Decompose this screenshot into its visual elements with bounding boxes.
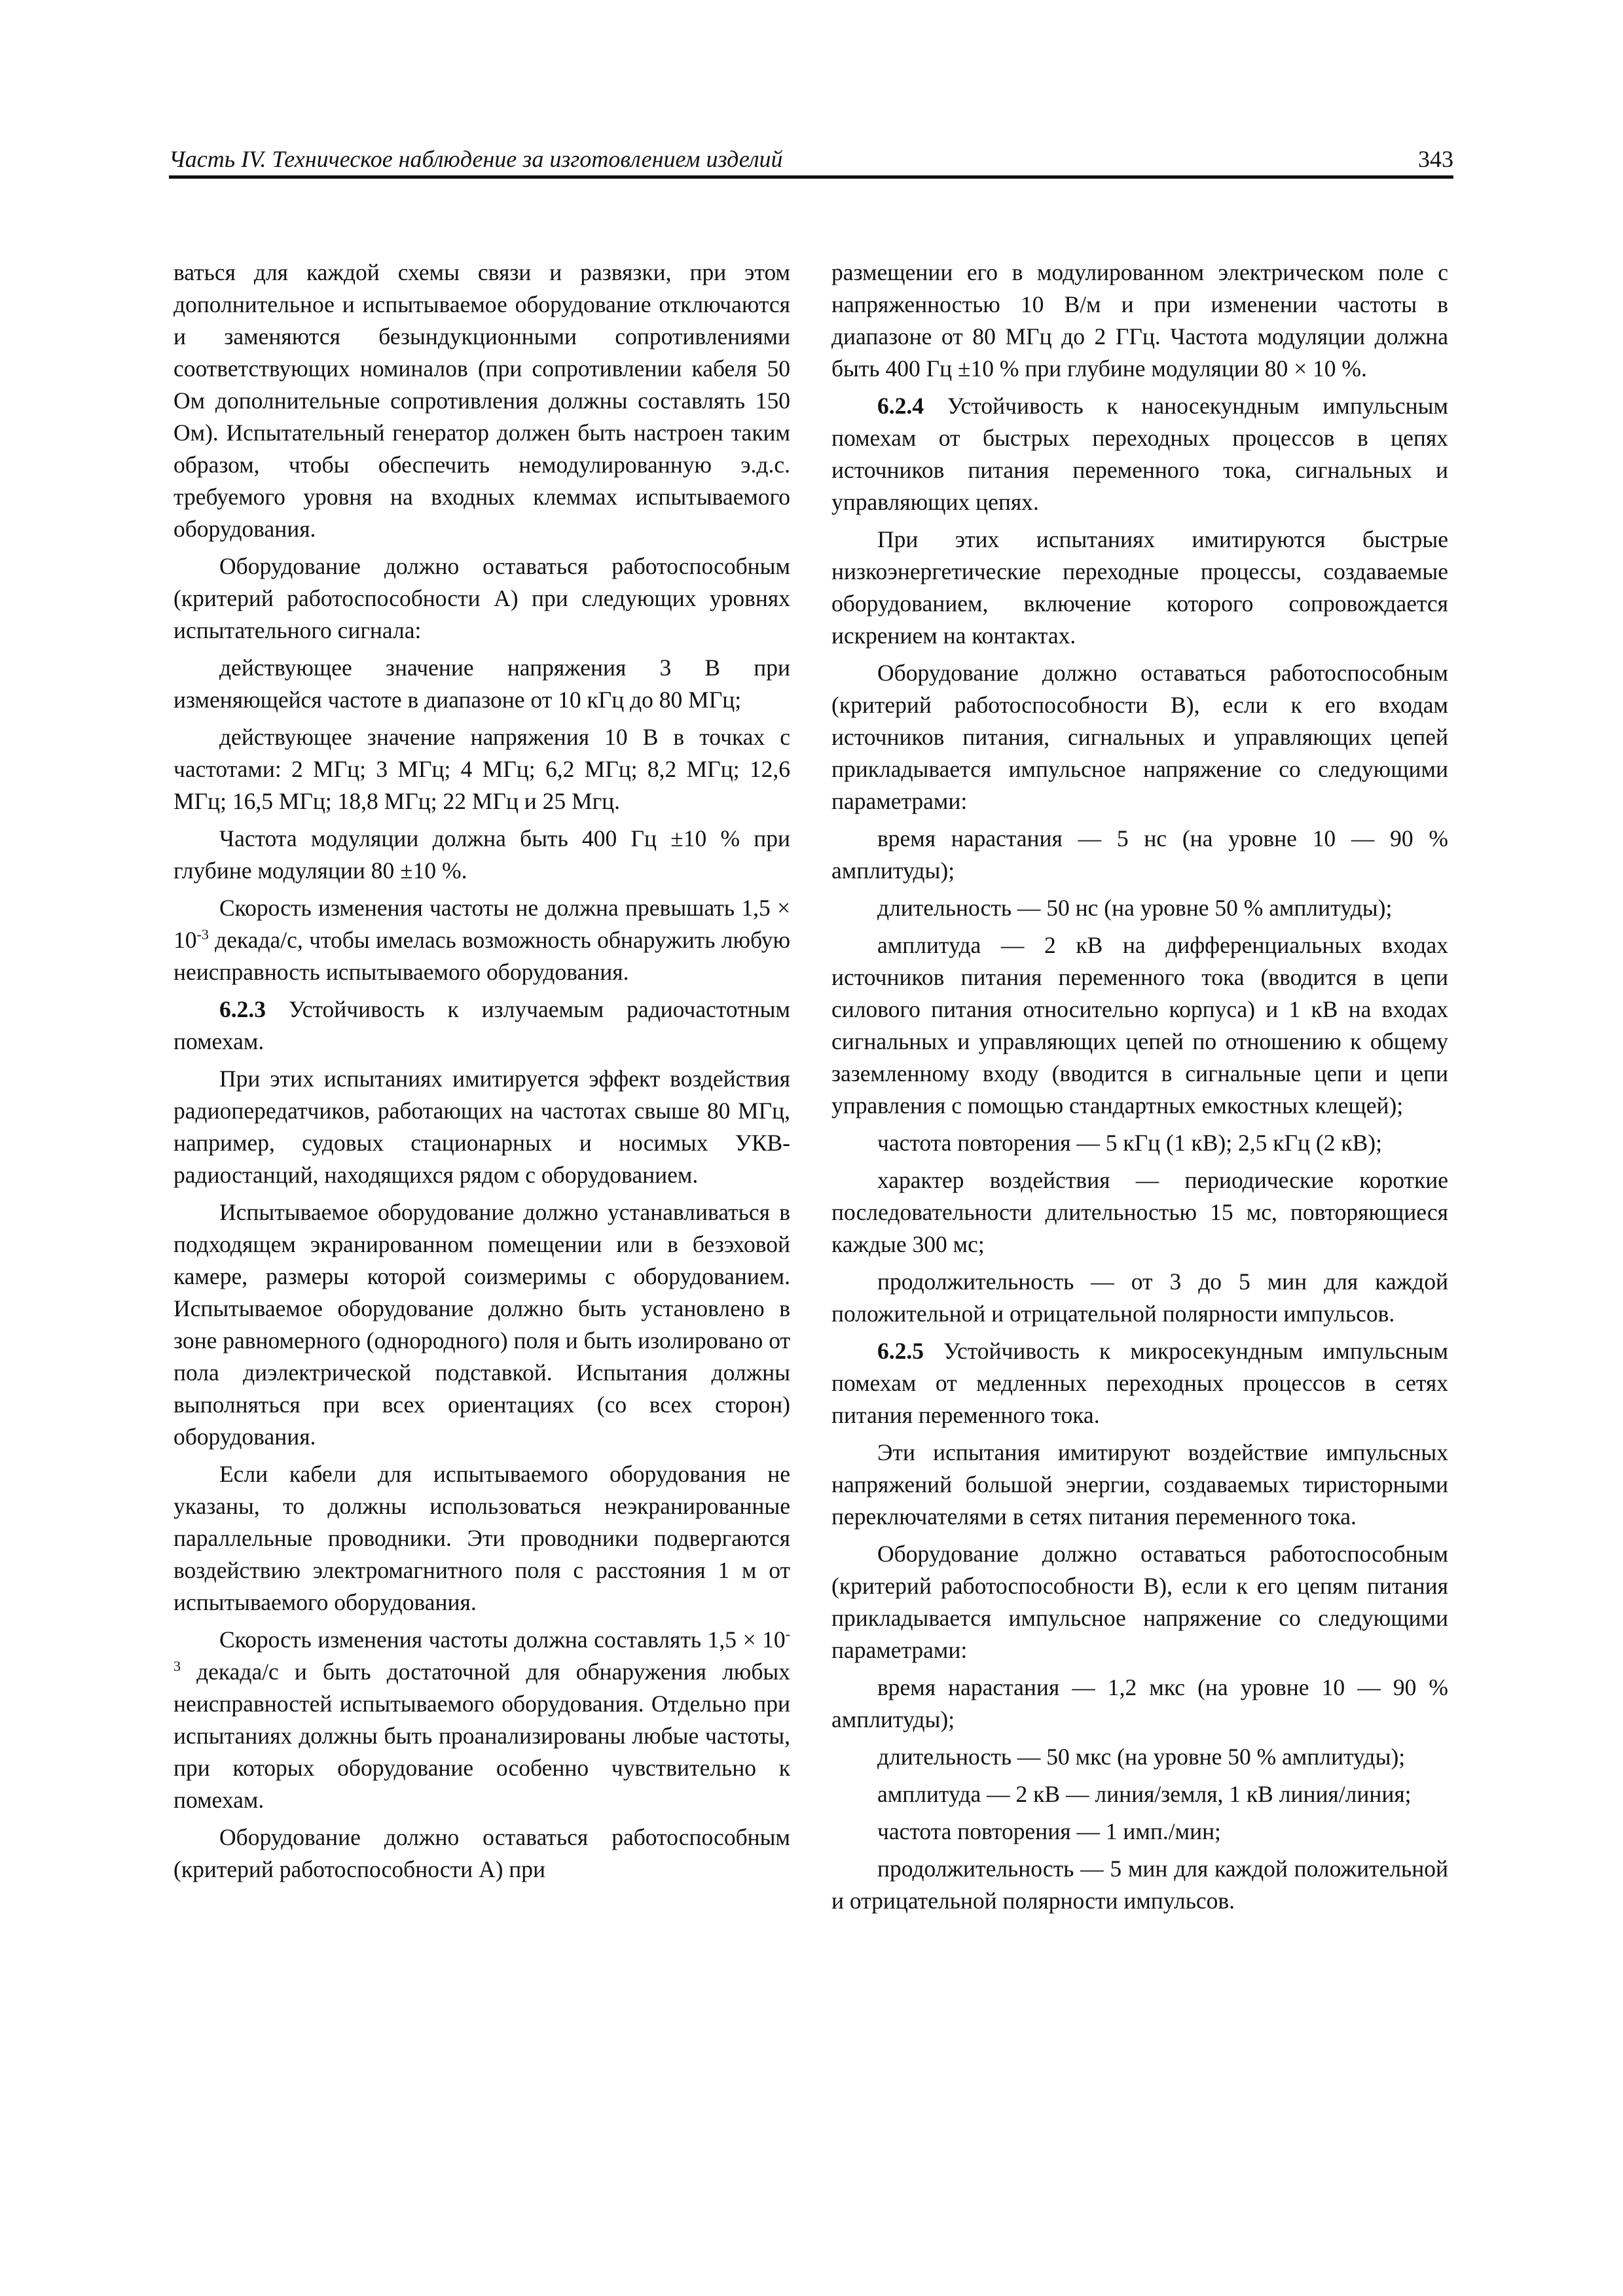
paragraph: амплитуда — 2 кВ — линия/земля, 1 кВ линия/линия; [877,1781,1412,1807]
paragraph [831,1335,1448,1431]
paragraph [831,390,1448,518]
text-run: декада/с, чтобы имелась возможность обнаружить любую неисправность испытываемого оборудования. [173,927,790,985]
paragraph: длительность — 50 мкс (на уровне 50 % амплитуды); [877,1744,1406,1770]
paragraph: действующее значение напряжения 10 В в точках с частотами: 2 МГц; 3 МГц; 4 МГц; 6,2 МГц; 8,2 МГц; 12,6 МГц; 16,5 МГц; 18,8 МГц; 22 МГц и 25 Мгц. [173,724,790,814]
text-run: Скорость изменения частоты должна составлять 1,5 × 10 [219,1626,786,1653]
paragraph [173,994,790,1058]
left-column [173,257,790,1891]
paragraph: частота повторения — 5 кГц (1 кВ); 2,5 кГц (2 кВ); [877,1130,1382,1156]
paragraph: Оборудование должно оставаться работоспособным (критерий работоспособности В), если к его входам источников питания, сигнальных и управляющих цепей прикладывается импульсное напряжение со следующими параметрами: [831,660,1448,814]
section-number: 6.2.3 [219,996,266,1022]
paragraph: Испытываемое оборудование должно устанавливаться в подходящем экранированном помещении или в безэховой камере, размеры которой соизмеримы с оборудованием. Испытываемое оборудование должно быть установлено в зоне равномерного (однородного) поля и быть изолировано от пола диэлектрической подставкой. Испытания должны выполняться при всех ориентациях (со всех сторон) оборудования. [173,1199,790,1450]
section-number: 6.2.4 [877,393,924,419]
page-number: 343 [1418,146,1453,172]
paragraph: длительность — 50 нс (на уровне 50 % амплитуды); [877,895,1393,921]
paragraph: время нарастания — 5 нс (на уровне 10 — 90 % амплитуды); [831,825,1448,884]
paragraph: амплитуда — 2 кВ на дифференциальных входах источников питания переменного тока (вводится в цепи силового питания относительно корпуса) и 1 кВ на входах сигнальных и управляющих цепей по отношению к общему заземленному входу (вводится в сигнальные цепи и цепи управления с помощью стандартных емкостных клещей); [831,932,1448,1119]
superscript: -3 [196,926,209,943]
paragraph: Оборудование должно оставаться работоспособным (критерий работоспособности А) при следующих уровнях испытательного сигнала: [173,553,790,643]
paragraph: продолжительность — 5 мин для каждой положительной и отрицательной полярности импульсов. [831,1856,1448,1914]
paragraph: При этих испытаниях имитируются быстрые низкоэнергетические переходные процессы, создаваемые оборудованием, включение которого сопровождается искрением на контактах. [831,526,1448,649]
section-title: Устойчивость к микросекундным импульсным помехам от медленных переходных процессов в сетях питания переменного тока. [831,1338,1448,1428]
section-number: 6.2.5 [877,1338,924,1364]
paragraph: действующее значение напряжения 3 В при изменяющейся частоте в диапазоне от 10 кГц до 80 МГц; [173,655,790,713]
paragraph: Частота модуляции должна быть 400 Гц ±10 % при глубине модуляции 80 ±10 %. [173,825,790,884]
paragraph: размещении его в модулированном электрическом поле с напряженностью 10 В/м и при изменении частоты в диапазоне от 80 МГц до 2 ГГц. Частота модуляции должна быть 400 Гц ±10 % при глубине модуляции 80 × 10 %. [831,259,1448,382]
paragraph: характер воздействия — периодические короткие последовательности длительностью 15 мс, повторяющиеся каждые 300 мс; [831,1167,1448,1257]
superscript: -3 [173,1626,790,1675]
paragraph: Оборудование должно оставаться работоспособным (критерий работоспособности А) при [173,1824,790,1882]
paragraph: частота повторения — 1 имп./мин; [877,1818,1221,1844]
page-header [169,136,1453,179]
paragraph: Если кабели для испытываемого оборудования не указаны, то должны использоваться неэкранированные параллельные проводники. Эти проводники подвергаются воздействию электромагнитного поля с расстояния 1 м от испытываемого оборудования. [173,1461,790,1615]
section-title: Устойчивость к излучаемым радиочастотным помехам. [173,996,790,1054]
paragraph: продолжительность — от 3 до 5 мин для каждой положительной и отрицательной полярности импульсов. [831,1268,1448,1327]
paragraph: ваться для каждой схемы связи и развязки, при этом дополнительное и испытываемое оборудование отключаются и заменяются безындукционными сопротивлениями соответствующих номиналов (при сопротивлении кабеля 50 Ом дополнительные сопротивления должны составлять 150 Ом). Испытательный генератор должен быть настроен таким образом, чтобы обеспечить немодулированную э.д.с. требуемого уровня на входных клеммах испытываемого оборудования. [173,259,790,542]
right-column [831,257,1448,1922]
paragraph: Оборудование должно оставаться работоспособным (критерий работоспособности В), если к его цепям питания прикладывается импульсное напряжение со следующими параметрами: [831,1541,1448,1663]
paragraph: Эти испытания имитируют воздействие импульсных напряжений большой энергии, создаваемых тиристорными переключателями в сетях питания переменного тока. [831,1439,1448,1530]
paragraph: время нарастания — 1,2 мкс (на уровне 10 — 90 % амплитуды); [831,1674,1448,1732]
text-run: Скорость изменения частоты не должна превышать 1,5 × 10 [173,895,790,953]
running-header-title: Часть IV. Техническое наблюдение за изготовлением изделий [169,146,783,172]
paragraph [173,1624,790,1816]
section-title: Устойчивость к наносекундным импульсным помехам от быстрых переходных процессов в цепях источников питания переменного тока, сигнальных и управляющих цепях. [831,393,1448,515]
paragraph [173,892,790,988]
text-run: декада/с и быть достаточной для обнаружения любых неисправностей испытываемого оборудования. Отдельно при испытаниях должны быть проанализированы любые частоты, при которых оборудование особенно чувствительно к помехам. [173,1659,790,1813]
paragraph: При этих испытаниях имитируется эффект воздействия радиопередатчиков, работающих на частотах свыше 80 МГц, например, судовых стационарных и носимых УКВ-радиостанций, находящихся рядом с оборудованием. [173,1066,790,1188]
